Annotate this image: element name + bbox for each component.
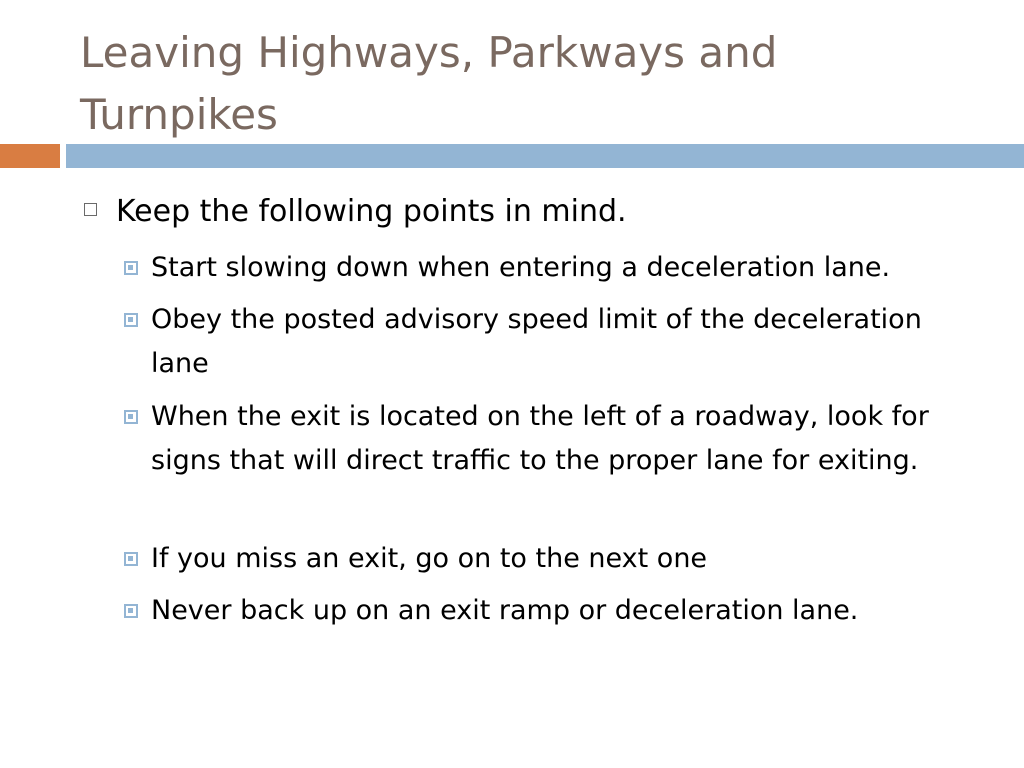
slide-title: Leaving Highways, Parkways and Turnpikes [80, 28, 778, 139]
sub-bullet-text: Obey the posted advisory speed limit of the deceleration lane [151, 304, 922, 379]
filled-square-bullet-icon [124, 604, 138, 618]
hollow-square-bullet-icon [84, 203, 97, 216]
sub-bullet-text: If you miss an exit, go on to the next one [151, 543, 708, 574]
filled-square-bullet-icon [124, 261, 138, 275]
filled-square-bullet-icon [124, 410, 138, 424]
filled-square-bullet-icon [124, 552, 138, 566]
sub-bullet-text: When the exit is located on the left of a roadway, look for signs that will direct traffic to the proper lane for exiting. [151, 401, 929, 476]
bullet-main-text: Keep the following points in mind. [116, 194, 627, 229]
filled-square-bullet-icon [124, 313, 138, 327]
sub-bullet-text: Never back up on an exit ramp or deceleration lane. [151, 595, 859, 626]
sub-bullet-text: Start slowing down when entering a deceleration lane. [151, 252, 891, 283]
